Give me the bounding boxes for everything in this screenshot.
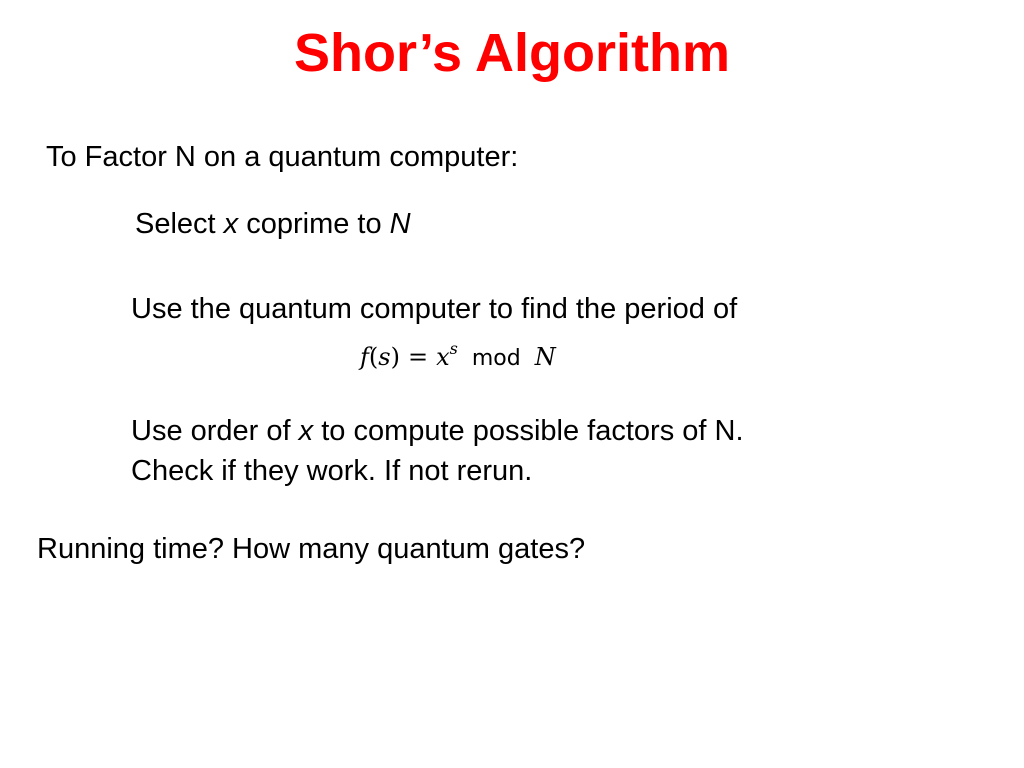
var-n: N <box>389 208 411 240</box>
formula-x: x <box>436 343 450 371</box>
intro-text: To Factor N on a quantum computer: <box>46 141 519 173</box>
step-check-rerun: Check if they work. If not rerun. <box>131 455 533 487</box>
formula-n: N <box>534 343 556 371</box>
formula-s: s <box>378 343 391 371</box>
formula-exponent: s <box>449 339 458 358</box>
formula-mod: mod <box>471 346 521 371</box>
running-time-question: Running time? How many quantum gates? <box>37 533 586 565</box>
formula-open-paren: ( <box>368 343 379 371</box>
step-use-order <box>131 412 744 450</box>
formula-close-paren: ) <box>390 343 400 371</box>
var-x-order: x <box>298 415 314 447</box>
formula-equals: = <box>407 343 429 371</box>
step-order-prefix: Use order of <box>131 415 299 447</box>
slide-title: Shor’s Algorithm <box>293 23 730 83</box>
step-select-prefix: Select <box>135 208 224 240</box>
step-order-suffix: to compute possible factors of N. <box>313 415 744 447</box>
step-select-coprime <box>135 205 411 243</box>
var-x: x <box>223 208 239 240</box>
period-formula <box>360 340 556 376</box>
step-find-period: Use the quantum computer to find the period of <box>131 293 738 325</box>
formula-f: f <box>360 343 369 371</box>
step-select-middle: coprime to <box>238 208 390 240</box>
